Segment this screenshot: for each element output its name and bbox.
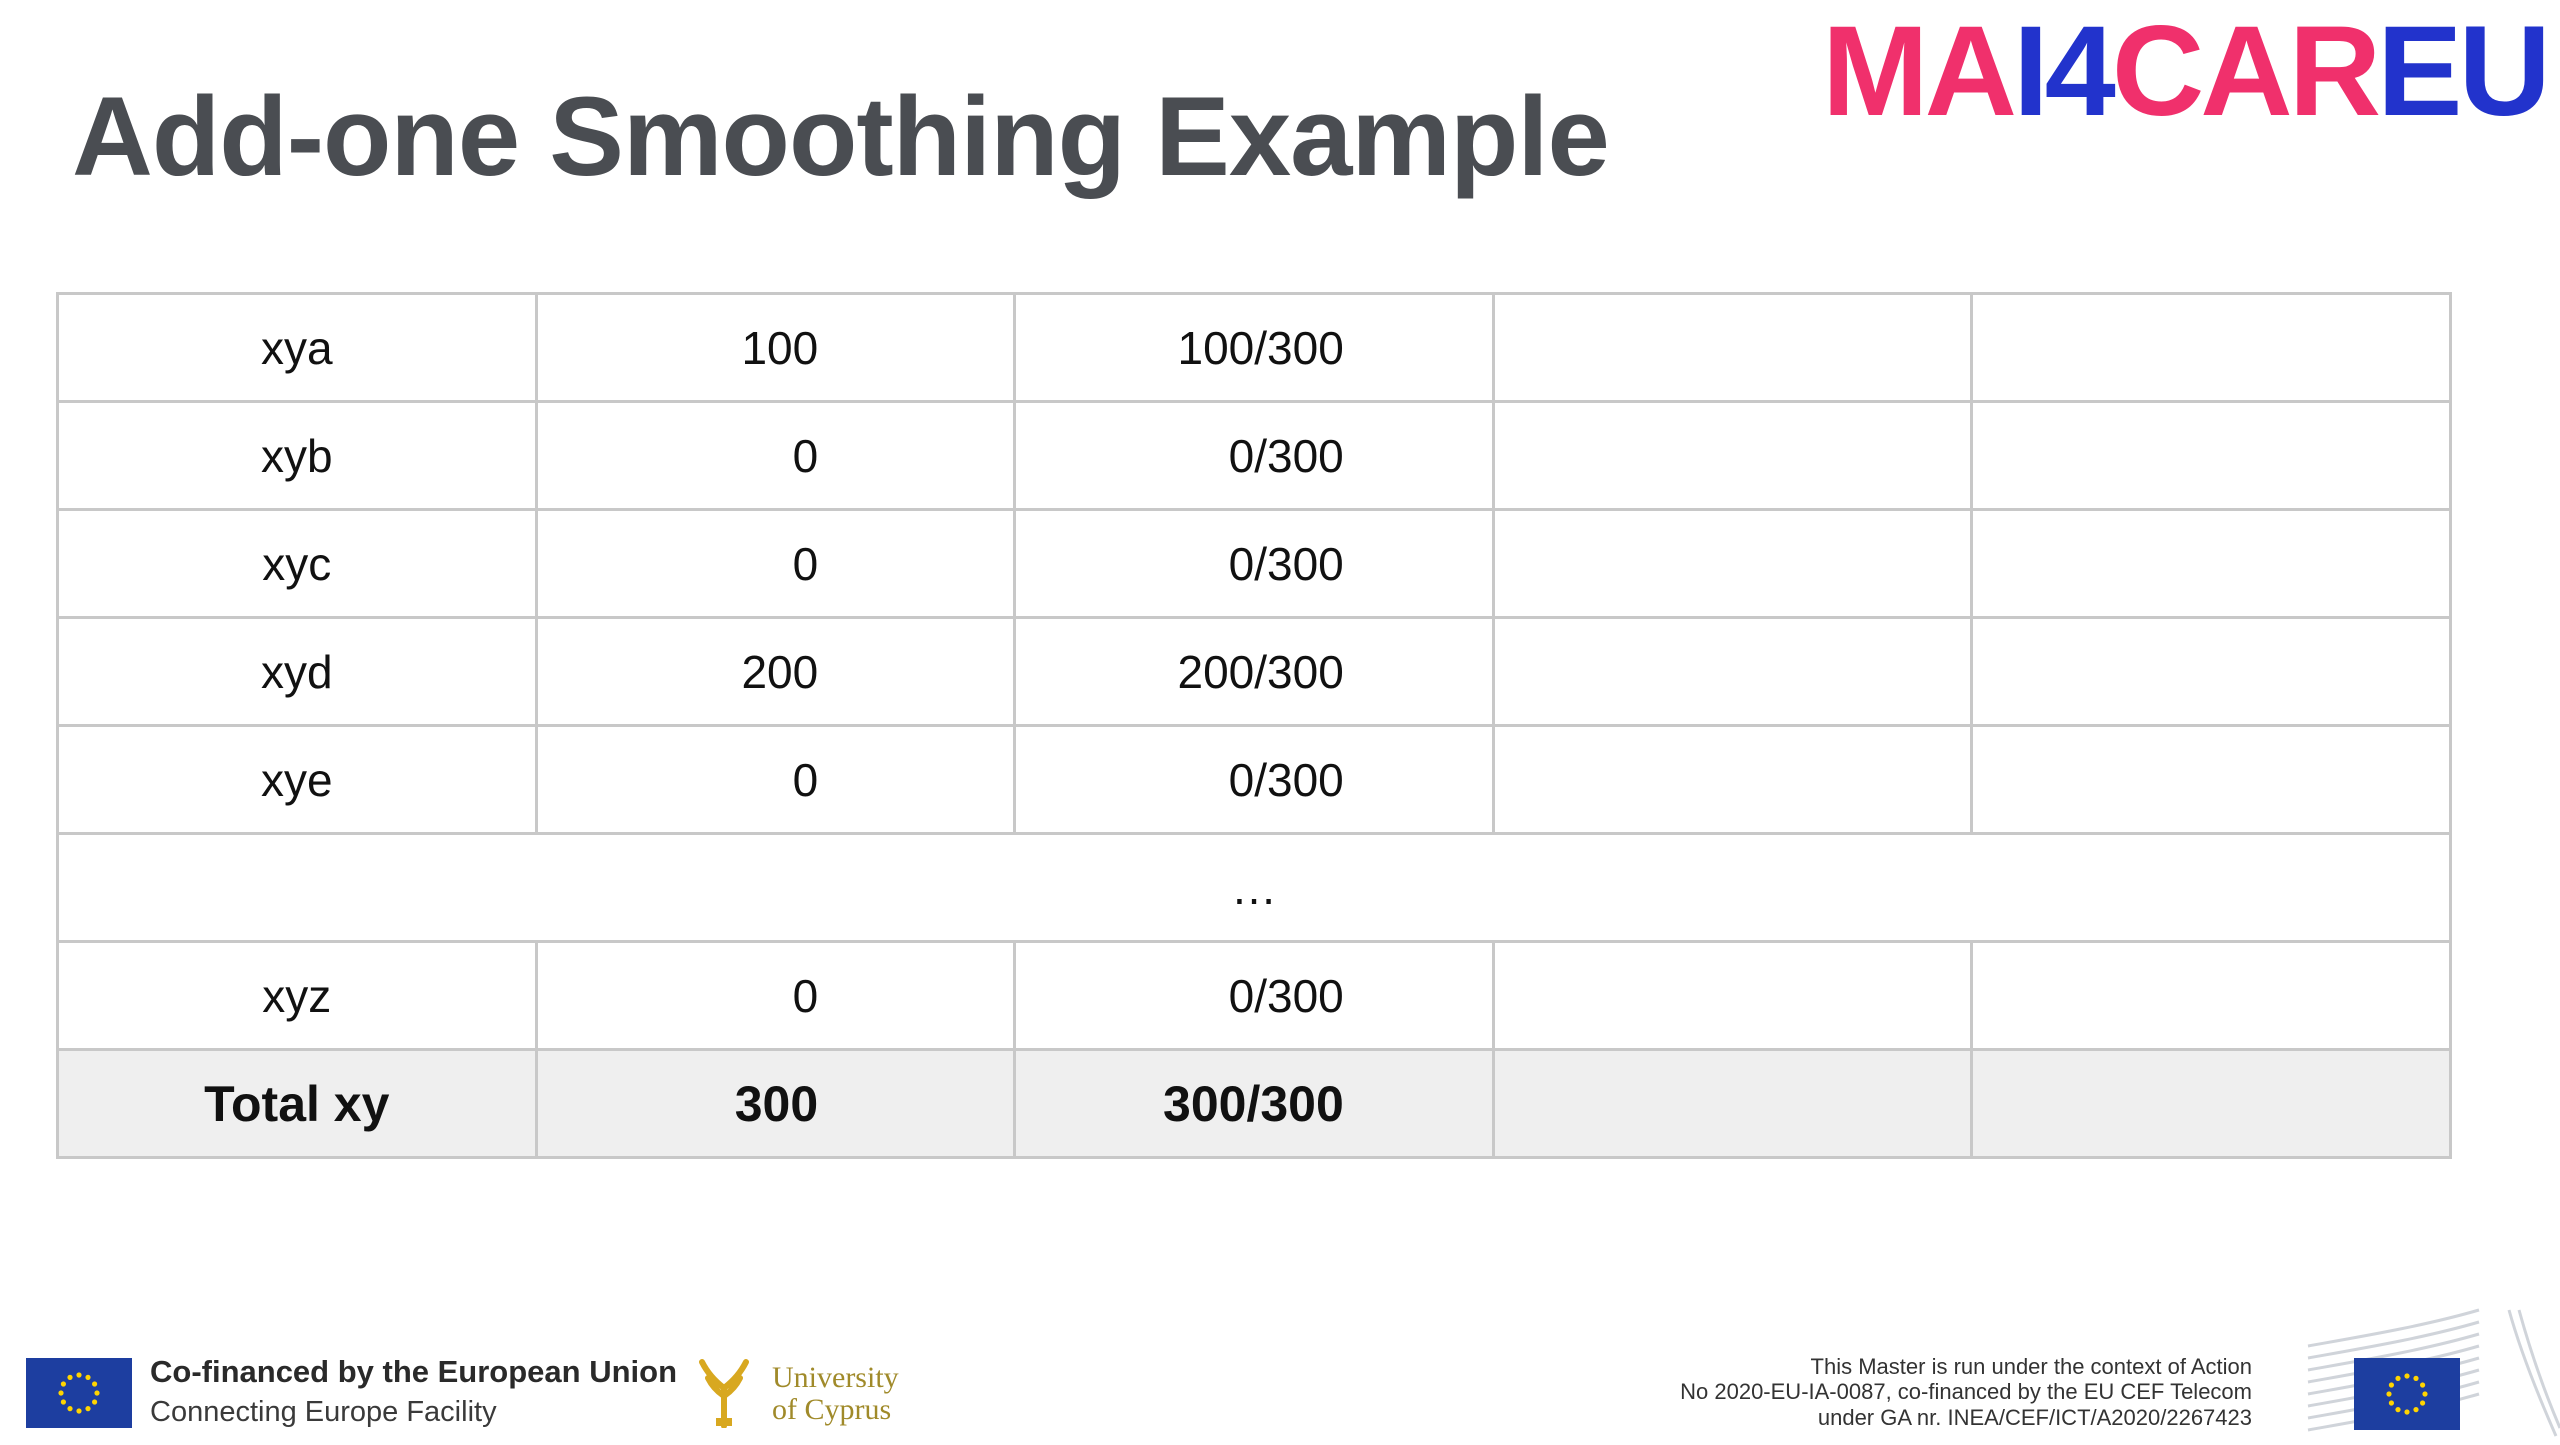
empty-cell bbox=[1493, 726, 1972, 834]
row-count: 0 bbox=[536, 726, 1015, 834]
empty-cell bbox=[1972, 942, 2451, 1050]
table-row bbox=[58, 618, 2451, 726]
row-probability: 0/300 bbox=[1015, 402, 1494, 510]
university-emblem-icon bbox=[694, 1358, 754, 1428]
row-label: xye bbox=[58, 726, 537, 834]
logo-part-car: CAR bbox=[2111, 0, 2378, 143]
total-count: 300 bbox=[536, 1050, 1015, 1158]
empty-cell bbox=[1493, 618, 1972, 726]
eu-flag-icon bbox=[26, 1358, 132, 1428]
table-row bbox=[58, 294, 2451, 402]
table-row bbox=[58, 402, 2451, 510]
empty-cell bbox=[1972, 726, 2451, 834]
row-count: 200 bbox=[536, 618, 1015, 726]
row-count: 0 bbox=[536, 942, 1015, 1050]
logo-part-i4: I4 bbox=[2013, 0, 2112, 143]
empty-cell bbox=[1493, 942, 1972, 1050]
row-probability: 0/300 bbox=[1015, 942, 1494, 1050]
row-label: xya bbox=[58, 294, 537, 402]
row-label: xyc bbox=[58, 510, 537, 618]
action-line-2: No 2020-EU-IA-0087, co-financed by the EU CEF Telecom bbox=[1680, 1379, 2252, 1405]
row-probability: 0/300 bbox=[1015, 510, 1494, 618]
mai4careu-logo bbox=[1822, 2, 2547, 143]
row-probability: 100/300 bbox=[1015, 294, 1494, 402]
action-line-3: under GA nr. INEA/CEF/ICT/A2020/2267423 bbox=[1817, 1404, 2252, 1430]
row-probability: 200/300 bbox=[1015, 618, 1494, 726]
logo-part-ma: MA bbox=[1822, 0, 2014, 143]
empty-cell bbox=[1493, 510, 1972, 618]
logo-part-eu: EU bbox=[2377, 0, 2547, 143]
row-label: xyb bbox=[58, 402, 537, 510]
empty-cell bbox=[1972, 294, 2451, 402]
row-probability: 0/300 bbox=[1015, 726, 1494, 834]
row-count: 0 bbox=[536, 402, 1015, 510]
ellipsis-cell: … bbox=[58, 834, 2451, 942]
empty-cell bbox=[1972, 402, 2451, 510]
table-row bbox=[58, 942, 2451, 1050]
row-label: xyz bbox=[58, 942, 537, 1050]
cofinanced-text: Co-financed by the European Union bbox=[150, 1354, 678, 1389]
empty-cell bbox=[1972, 510, 2451, 618]
table-total-row bbox=[58, 1050, 2451, 1158]
slide-title: Add-one Smoothing Example bbox=[72, 74, 1609, 199]
empty-cell bbox=[1493, 402, 1972, 510]
action-line-1: This Master is run under the context of Action bbox=[1810, 1354, 2252, 1379]
university-name bbox=[772, 1362, 899, 1425]
table-row bbox=[58, 510, 2451, 618]
row-label: xyd bbox=[58, 618, 537, 726]
university-line-1: University bbox=[772, 1361, 899, 1394]
university-line-2: of Cyprus bbox=[772, 1392, 892, 1426]
row-count: 0 bbox=[536, 510, 1015, 618]
total-label: Total xy bbox=[58, 1050, 537, 1158]
total-probability: 300/300 bbox=[1015, 1050, 1494, 1158]
empty-cell bbox=[1972, 618, 2451, 726]
empty-cell bbox=[1493, 294, 1972, 402]
action-note bbox=[1680, 1354, 2252, 1430]
facility-text: Connecting Europe Facility bbox=[150, 1396, 497, 1428]
table-row-ellipsis bbox=[58, 834, 2451, 942]
european-commission-logo-icon bbox=[2304, 1306, 2560, 1440]
smoothing-table bbox=[56, 292, 2449, 1159]
table-row bbox=[58, 726, 2451, 834]
empty-cell bbox=[1972, 1050, 2451, 1158]
row-count: 100 bbox=[536, 294, 1015, 402]
empty-cell bbox=[1493, 1050, 1972, 1158]
